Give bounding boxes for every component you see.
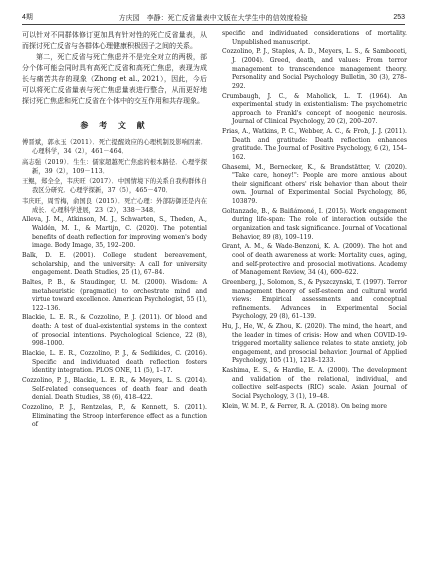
page-number: 253 [393, 14, 405, 21]
reference-entry: Cozzolino, P. J., Rentzelas, P., & Kennett, S. (2011). Eliminating the Stroop interference effect as a function of [22, 403, 207, 429]
references-heading: 参 考 文 献 [80, 120, 149, 130]
reference-entry: Crumbaugh, J. C., & Maholick, L. T. (1964). An experimental study in existentialism: The psychometric approach to Frankl's concept of noogenic neurosis. Journal of Clinical Psychology, 20 (2), 200–207. [222, 92, 407, 126]
reference-entry: Hu, J., He, W., & Zhou, K. (2020). The mind, the heart, and the leader in times of crisis: How and when COVID-19-triggered mortality salience relates to state anxiety, job engagement, and prosocial behavior. Journal of Applied Psychology, 105 (11), 1218–1233. [222, 323, 407, 365]
reference-entry: Baltes, P. B., & Staudinger, U. M. (2000). Wisdom: A metaheuristic (pragmatic) to orchestrate mind and virtue toward excellence. American Psychologist, 55 (1), 122–136. [22, 278, 207, 312]
reference-entry: Kashima, E. S., & Hardie, E. A. (2000). The development and validation of the relational, individual, and collective self-aspects (RIC) scale. Asian Journal of Social Psychology, 3 (1), 19–48. [222, 367, 407, 401]
reference-entry: Blackie, L. E. R., Cozzolino, P. J., & Sedikides, C. (2016). Specific and individuated death reflection fosters identity integration. PLOS ONE, 11 (5), 1–17. [22, 350, 207, 375]
reference-entry: 高志强（2019）．生生：儒家超越死亡焦虑的根本路径．心理学探新，39（2），109－113． [22, 158, 207, 175]
right-column [222, 30, 407, 413]
reference-entry: Alleva, J. M., Atkinson, M. J., Schwarten, S., Theden, A., Waldén, M. I., & Martijn, C. (2020). The potential benefits of death reflection for improving women's body image. Body Image, 35, 192–200. [22, 216, 207, 250]
reference-entry: Cozzolino, P. J., Staples, A. D., Meyers, L. S., & Samboceti, J. (2004). Greed, death, and values: From terror management to transcendence management theory. Personality and Social Psychology Bulletin, 30 (3), 278–292. [222, 48, 407, 90]
left-column [22, 30, 207, 431]
running-header [22, 10, 405, 25]
reference-entry: 傅晋斌，郭永玉（2011）．死亡提醒效应的心理机制及影响因素．心理科学，34（2），461－464． [22, 139, 207, 156]
reference-entry: Cozzolino, P. J., Blackie, L. E. R., & Meyers, L. S. (2014). Self-related consequences of death fear and death denial. Death Studies, 38 (6), 418–422. [22, 377, 207, 402]
reference-entry: Goltanzade, B., & Baiñámoné, I. (2015). Work engagement during life-span: The role of interaction outside the organization and task significance. Journal of Vocational Behavior, 89 (8), 109–119. [222, 207, 407, 241]
running-title: 方庆园 李静：死亡反省量表中文版在大学生中的信效度检验 [118, 14, 308, 22]
reference-entry: 王鲲，郑全全，韦庆旺（2017）．中国情境下的关系自我构群体自我区分研究．心理学探新，37（5），465－470． [22, 178, 207, 195]
issue-number: 4期 [22, 14, 33, 21]
reference-entry: Blackie, L. E. R., & Cozzolino, P. J. (2011). Of blood and death: A test of dual-existential systems in the context of prosocial intentions. Psychological Science, 22 (8), 998–1000. [22, 314, 207, 348]
reference-entry: Ghasemi, M., Bernecker, K., & Brandstätter, V. (2020). "Take care, honey!": People are more anxious about their significant others' risk behavior than about their own. Journal of Experimental Social Psychology, 86, 103879. [222, 163, 407, 206]
body-paragraph: 第二，死亡反省与死亡焦虑并不是完全对立的两极，部分个体可能会同时具有高死亡反省和高死亡焦虑，表现为成长与痛苦共存的现象（Zhong et al., 2021），因此，今后可以将死亡反省量表与死亡焦虑量表进行整合，从而更好地探讨死亡焦虑和死亡反省在个体中的交互作用和共存现象。 [22, 53, 207, 105]
reference-entry: 韦庆旺，周雪梅，俞国良（2015）．死亡心理：外部防御还是内在成长．心理科学进展，23（2），338－348． [22, 197, 207, 214]
reference-entry: Klein, W. M. P., & Ferrer, R. A. (2018). On being more [222, 402, 388, 410]
reference-entry: Balk, D. E. (2001). College student bereavement, scholarship, and the university: A call for university engagement. Death Studies, 25 (1), 67–84. [22, 251, 207, 277]
reference-entry: Grant, A. M., & Wade-Benzoni, K. A. (2009). The hot and cool of death awareness at work: Mortality cues, aging, and self-protective and prosocial motivations. Academy of Management Review, 34 (4), 600–622. [222, 243, 407, 277]
reference-entry: Greenberg, J., Solomon, S., & Pyszczynski, T. (1997). Terror management theory of self-esteem and cultural world views: Empirical assessments and conceptual refinements. Advances in Experimental Social Psychology, 29 (8), 61–139. [222, 278, 407, 321]
body-paragraph: 可以针对不同群体修订更加具有针对性的死亡反省量表，从而探讨死亡反省与各群体心理健康积极因子之间的关系。 [22, 31, 207, 50]
reference-entry: specific and individuated considerations of mortality. Unpublished manuscript. [222, 30, 407, 46]
reference-entry: Frias, A., Watkins, P. C., Webber, A. C., & Froh, J. J. (2011). Death and gratitude: Death reflection enhances gratitude. The Journal of Positive Psychology, 6 (2), 154–162. [222, 128, 407, 161]
